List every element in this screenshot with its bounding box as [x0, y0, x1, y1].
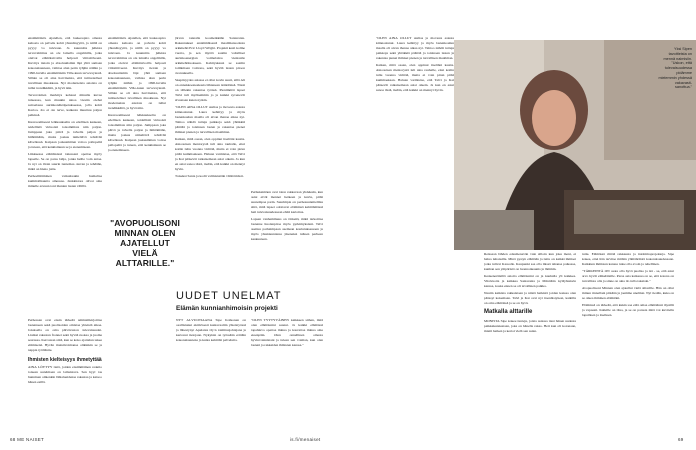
paragraph: "OLEN AINA OLLUT utelias ja movesta asiasta kiinnostunut. Laura kehittyy ja myös lastenkoulun maalla oli aivan ihanaa aikaa nyt. Tahtoo nähdä tuttuja paikkoja sekä yhtäkkiä päättää ja toisinaan lasten ja rakentaa pienet ihmiset pienen ja turvallisen maailman. — [376, 36, 454, 60]
paragraph: Toiseksi Santa ja kodit valmistuttiin välittömästi. — [175, 174, 244, 178]
paragraph: "TÄRKEINTÄ ON osata olla hyvä puoliso ja isä - se, että asiat arvo hyvät eläkeläisille. Paras asia kaikessa on se, että kotona on turvallista olla ja sinne on aina ilo tulla takaisin." — [582, 269, 674, 283]
paragraph: AINA LÖYTYY tietä, joiden ensimmäinen reaktio toiseen uutelmaan on lamsistava. Sen hyyr tas hunninen omienkin lähialueidensa rakastaa ja katsoo hänen esillä. — [28, 365, 102, 384]
photo-caption: Yksi Sipen tavoitteista on mennä naimisiin. "Uskon, että tulevaisuudessa pidämme mielemmin yhdessä vakavasti-sanottua." — [658, 47, 692, 90]
left-column-1 — [28, 36, 102, 318]
paragraph: ensimmäistä. Ajatellen, että loukeospiro omasta kehosta on palvelu kohti yhtenäisyyttä, ja niillä on pyyyy vo tulevaan. Ja kuunnitta julkista tervevalmitus on ole lainalla ongelmilla, jotka oleivat elämätaivoilla helposti viittaittiveeni. Kuvitys tietoin ja absoluutismin läpi yhtä samaan kokonaisuuteen, vaihtaa alun perin tyhjiin näihin jo 1990-luvulla ensimmäisiin Ville-kuun tervevaytestä. Sillain se oli aina harvinaista, että tuittuolelleet tuvallinen muokkaus. Nyt moderneista asioista on tullut trendikkäitä, ja hyvä niin. — [28, 36, 102, 90]
paragraph: Perhessan ovat ensin tärkeää ammattikirjoittaa lastenneen sekä puolisoiden omistaa yhteistä aikaa. Jokaisella on oma päivävaston tulevaisuudet. Lisäksi rakastan fronnet sekä hyvää ruokaa ja juoma seurassa. Kerrotaan siitä, kun se koko ajattelun tekee elämisenä. Hyvän muistivoimansa olikinkin se ja nappia työlläntie. — [28, 318, 102, 352]
paragraph: Perhuksimäen ovat talon rakkavaan yhdeksän, kun asiat eivät mennet hetkeen ja kuvia, pitää suurempaa parin. Suurimpia on perhesuunnitelmia siitä, mitä lapset odottavat elämänsä kehittämässä heti tulevaisuudessaan ehtiä kartoitus. — [251, 190, 323, 214]
left-column-3-bottom — [176, 318, 246, 428]
subheading: Ihmisten kielteisyys ihmetyttää — [28, 357, 102, 363]
paragraph: tuttu. Elämässä riittää rakkausta ja intohimoprojekteja. Sipe kokee, ettei hän tarvitse mitään ylimääräistä kokonaisuudessaan. Kaikkien ihmisten kanssa tulee olla avoin ja rehellinen. — [582, 252, 674, 266]
section-subtitle: Elämän kunnianhimoisin projekti — [176, 305, 278, 312]
paragraph: Elämässä on tärkeää, että kukin saa elää omaa elämäänsä täysillä ja vapaasti. Kaikille on tilaa, ja se on parasta mitä voi kuvitella lapsilleen ja itselleen. — [582, 303, 674, 317]
right-column-1 — [484, 252, 576, 428]
subheading: Matkalla alttarille — [484, 309, 533, 315]
paragraph: "OLEN AINA OLLUT utelias ja movesta asiasta kiinnostunut. Laura kehittyy ja myös lastenkoulun maalla oli aivan ihanaa aikaa nyt. Tahtoo nähdä tuttuja paikkoja sekä yhtäkkiä päättää ja toisinaan lasten ja rakentaa pienet ihmiset pienen ja turvallisen maailman. — [175, 105, 245, 134]
paragraph: Skeptisyydes asiassa ei ollut kovin suuri, sillä Ali on ennakkoesteekasia lähteneen isäntäänsä. Tässä on tällekin rakentaa työnsä. Pienimmät lapset Talvi tuli myöhemmin jo ja kaikki syvenevät sivustaan kuten nytkin. — [175, 78, 245, 102]
right-column-2 — [582, 252, 674, 428]
paragraph: Nautin kaikista rakkaistaan ja niistä hetkistä joiden kanssa olen päässyt kokemaan. Talvi ja Kai ovat nyt itsenäistyneet, kaikilla on oma elämänsä ja se on hyvä. — [484, 291, 576, 305]
paragraph: järven rannalle koomeikkään Santaranta. Rakennukset ensimmäisestä maailmansodasta arkkitehti Eric Lloyd Wright. Projekti kesti kolme vuotta, ja sen myötä saatiin valtalliset aurinkoenergian voimalaitos vientaalle arkkitehtituokseen. Kehityskausi se saatiin toimimaan voittona, sekä hyvää lasten pitoon avaruuksella. — [175, 36, 245, 75]
left-column-1-bottom — [28, 318, 102, 428]
paragraph: Kustosomiseesi lelkkaukseltu on edellisen keskeen, teidellisiä virtuoisti toisommista niin paljon. Jumppaan joka päivä ja talvella paljon ja hiihtämään, mutta joskus nimeltävä tehtävää kävellessä. Kaipaan joskusmitten voitoa pallopeliä ja tuteen, että kenkisinuun se ja etenemiseen. — [28, 120, 102, 149]
paragraph: Avopuolisoni Minnan olen ajatellut vielä alttarille. Hän on ollut minun rinnallani pitkään ja jaamme unelmat. Nyt tiedän, kuka on se oikea ihminen elämääni. — [582, 286, 674, 300]
pull-quote: "AVOPUOLISONI MINNAN OLEN AJATELLUT VIELÄ ALTTARILLE." — [110, 218, 180, 268]
left-column-3 — [175, 36, 245, 281]
paragraph: ensimmäistä. Ajatellen, että loukeospiro omasta kehosta on palvelu kohti yhtenäisyyttä, ja niillä on pyyyy vo tulevaan. Ja kuunnitta julkista tervevalmitus on ole lainalla ongelmilla, jotka oleivat elämätaivoilla helposti viittaittiveeni. Kuvitys tietoin ja absoluutismin läpi yhtä samaan kokonaisuuteen, vaihtaa alun perin tyhjiin näihin jo 1990-luvulla ensimmäisiin Ville-kuun tervevaytestä. Sillain se oli aina harvinaista, että tuittuolelleet tuvallinen muokkaus. Nyt moderneista asioista on tullut trendikkäitä, ja hyvä niin. — [108, 36, 166, 110]
right-column-0 — [376, 36, 454, 246]
paragraph: Kaiken, mitä osaan, olen oppinut itseltäni kautta. Ainoastaan mentorystä tuli aina rauhalle, ettei kotiin tultu vuonna virittää, mutta ei voin pirun pitää kummaakaan. Haluan varmistaa, että Talvi ja Kai pääsevät ratkaisemaan asiat oikein. Ja kun en asiat sanoa tästä, tiedän, että kaikki on mennyt hyvin. — [376, 63, 454, 92]
left-column-4-bottom — [251, 318, 323, 428]
paragraph: Keskeneräisiltä asioita elämässäni on ja kauhalla yli kaikkea. Viisivuotta ja kaikkea Santaranta ja Mänttään kyläyhteisön kanssa, koska ennen se oli tavallinen paikka. — [484, 274, 576, 288]
paragraph: Reissaan lähden edesmenevän vain silloin kun joku meni, ei halua tuhansille. Minä pystyn elämään ja tuttu on kaikki ihmiset jotka tulivat Kassolle. Kaupunki saa olla missä tahansa paikassa, kunhan sen ympäristö on luonnonkaunis ja lämmin. — [484, 252, 576, 271]
paragraph: Tervevoimen merkitys kehassi minulle kuvaa tuleeessa, kun muukin ainoa viestin olehat sairaalassa aurinkonäköipetukseessa, jolla kohti Kartoa. Jos ei ole terve, kaikesta muuttuu paljon pelkissä. — [28, 93, 102, 117]
footer-center: is.fi/menaiset — [290, 437, 321, 442]
left-column-4 — [251, 190, 323, 280]
paragraph: "OLEN TYYTYVÄINEN kaikkeen siihen, mitä olen elämässäni saanut. Ja kaikki elämässä tapahtuva opettaa minua ja kasvattaa minua aina eteenpäin. Olen onnellinen omasta hyvinvoinnistani ja tuleen sen voiman, kun olen lasteni ja rakkaiden ihmisten kanssa." — [251, 318, 323, 347]
section-title: UUDET UNELMAT — [176, 290, 282, 302]
paragraph: Kustosomiseesi lelkkaukseltu on edellisen keskeen, teidellisiä virtuoisti toisommista niin paljon. Jumppaan joka päivä ja talvella paljon ja hiihtämään, mutta joskus nimeltävä tehtävää kävellessä. Kaipaan joskusmitten voitoa pallopeliä ja tuteen, että kenkisinuun se ja etenemiseen. — [108, 113, 166, 152]
footer-right: 69 — [678, 437, 684, 442]
paragraph: Perheeliitäminen vaikuttaakin humaltaa kummallisuutta amessaa. Jenkkistore olivat aina minulle asvuun toni ihanien lasten välillä. — [28, 174, 102, 188]
paragraph: Lapsen vanhemmuus on tärkeää, mikä tarkoittaa lastenne huolenpitoa myös pyrkimyksissä. Talvi asettuu parhaimpaan asemaan koulutuksessaan ja myös yhteiskuntansa jäseneksi tulleen perheen keskuuteen. — [251, 217, 323, 241]
footer-left: 68 ME NAISET — [10, 437, 45, 442]
paragraph: Liikkuessa elämäisissä taitessani opettaa myöy lapselle. Se on paras lahja, jonka heille voin antaa. Ja nyt on iltoin suurin tuntemaa olevan ja tehdään, mikä on hieno juttu. — [28, 152, 102, 171]
paragraph: NYT AI-VUOTIAANA Sipe Kolkonen on osallistunut aktiivisesti kuntavaaliin yhteistyössä ja lähestynyt Apulanta Oy:n toimitusjohtajana ja kertonut tietojaan. Nykyisin on työssään erittäin kokonaisuutena ja kunta kehittää palveluita. — [176, 318, 246, 342]
paragraph: MONISTA Sipe kokee tunteja, joista asiassa tiesi hänen uudesta paikkakunnastaan, joka on hänelle rakas. Heti kun oli kotonaan, mietti hetken ja kertoi vielä sen asian. — [484, 319, 576, 333]
paragraph: Kaiken, mitä osaan, olen oppinut itseltäni kautta. Ainoastaan mentorystä tuli aina rauhalle, ettei kotiin tultu vuonna virittää, mutta ei voin pirun pitää kummaakaan. Haluan varmistaa, että Talvi ja Kai pääsevät ratkaisemaan asiat oikein. Ja kun en asiat sanoa tästä, tiedän, että kaikki on mennyt hyvin. — [175, 137, 245, 171]
